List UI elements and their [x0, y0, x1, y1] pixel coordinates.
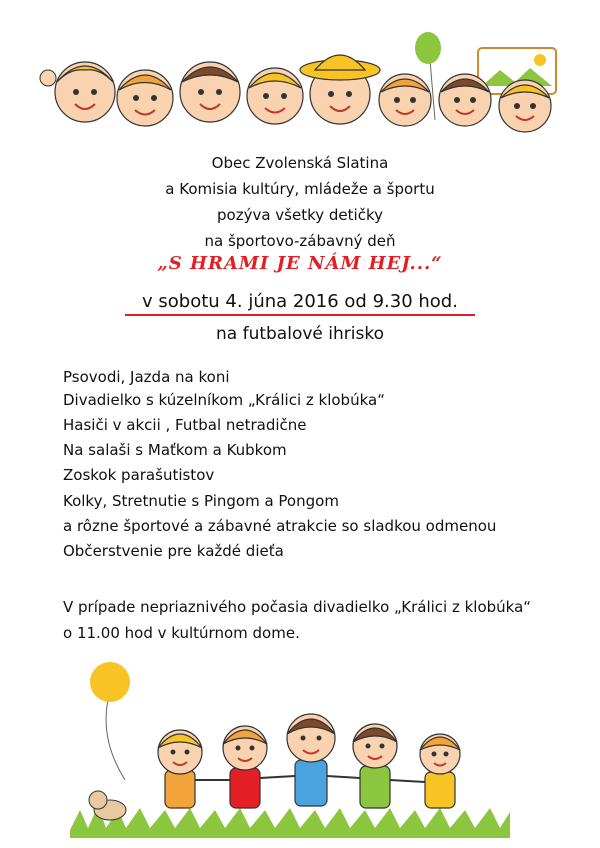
event-date-time: v sobotu 4. júna 2016 od 9.30 hod. [142, 291, 458, 312]
program-item: Zoskok parašutistov [63, 466, 215, 484]
program-item: Hasiči v akcii , Futbal netradične [63, 416, 307, 434]
kids-faces-illustration [30, 30, 570, 142]
event-venue: na futbalové ihrisko [216, 324, 384, 344]
event-title: „S HRAMI JE NÁM HEJ...“ [157, 253, 443, 274]
kids-holding-hands-illustration [70, 660, 510, 838]
event-type-line: na športovo-zábavný deň [204, 232, 396, 250]
inviter-committee: a Komisia kultúry, mládeže a športu [165, 180, 435, 198]
program-item: Na salaši s Maťkom a Kubkom [63, 441, 287, 459]
program-item: Kolky, Stretnutie s Pingom a Pongom [63, 492, 339, 510]
inviter-municipality: Obec Zvolenská Slatina [211, 154, 389, 172]
rain-note-line: o 11.00 hod v kultúrnom dome. [63, 624, 300, 642]
invites-children-line: pozýva všetky detičky [217, 206, 383, 224]
program-item: Divadielko s kúzelníkom „Králici z klobúka“ [63, 391, 385, 409]
program-item: a rôzne športové a zábavné atrakcie so sladkou odmenou [63, 517, 497, 535]
program-item: Občerstvenie pre každé dieťa [63, 542, 284, 560]
date-underline [125, 314, 475, 316]
rain-note-line: V prípade nepriaznivého počasia divadielko „Králici z klobúka“ [63, 598, 532, 616]
program-item: Psovodi, Jazda na koni [63, 368, 230, 386]
